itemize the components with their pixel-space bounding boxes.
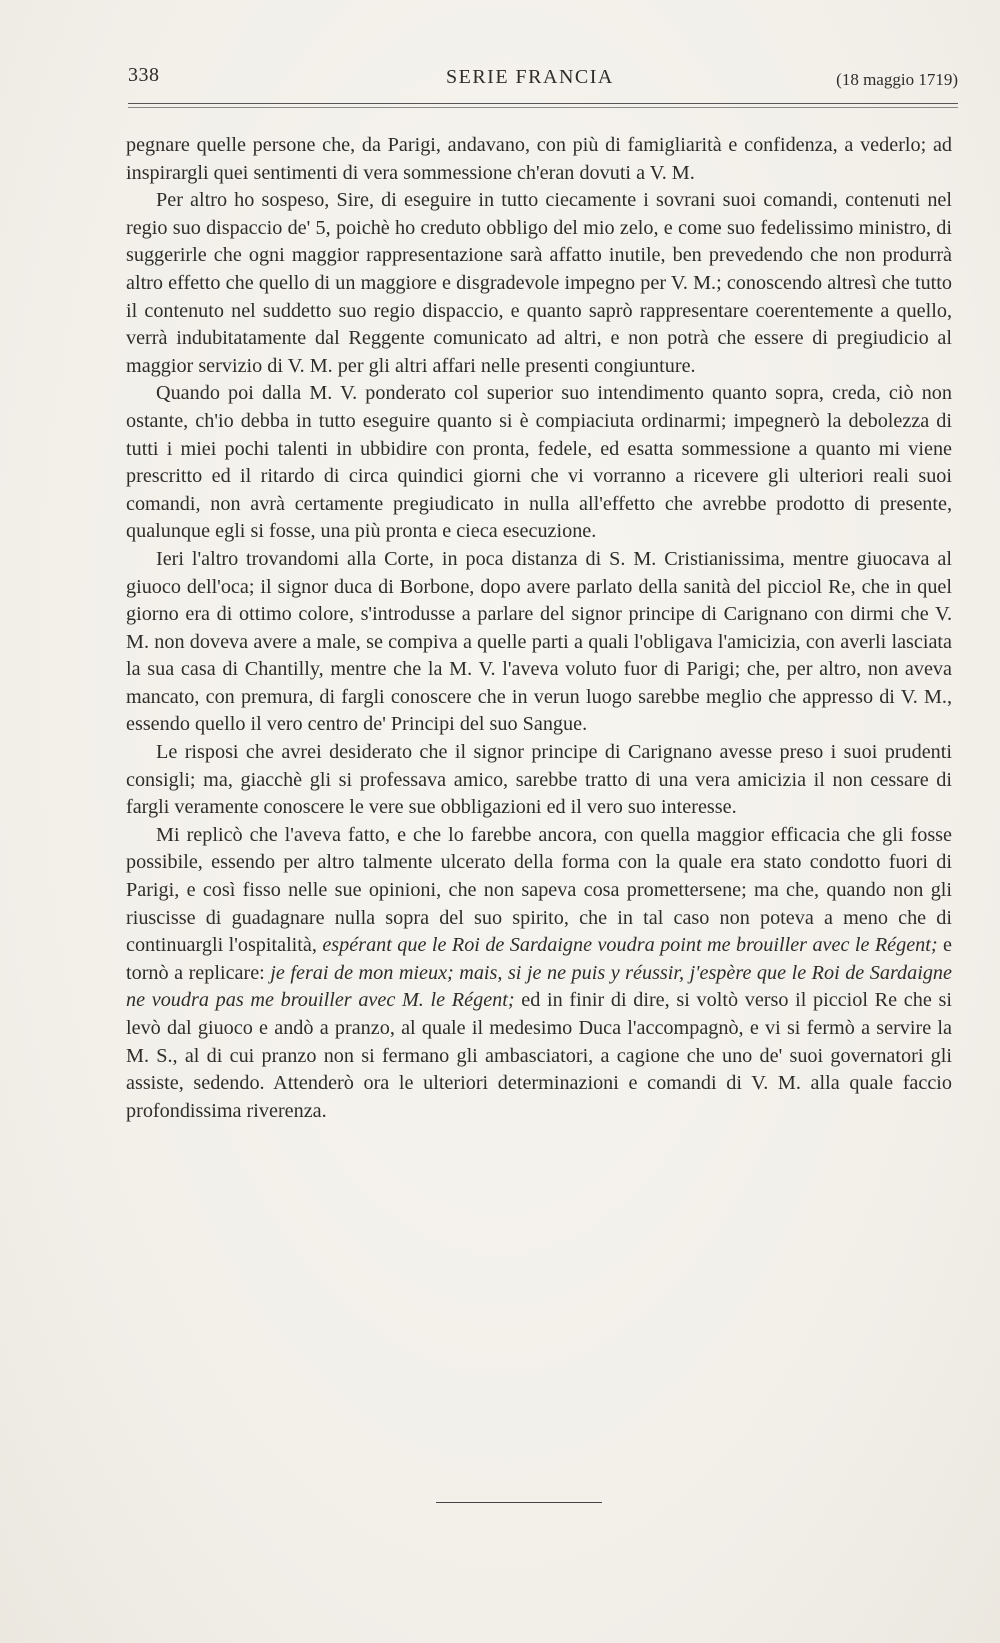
paragraph: Le risposi che avrei desiderato che il signor principe di Carignano avesse preso i suoi prudenti consigli; ma, giacchè gli si professava amico, sarebbe tratto di una vera amicizia il non cessare di fargli veramente conoscere le vere sue obbligazioni ed il vero suo interesse.	[126, 741, 952, 819]
paragraph: Quando poi dalla M. V. ponderato col superior suo intendimento quanto sopra, creda, ciò non ostante, ch'io debba in tutto eseguire quanto si è compiaciuta ordinarmi; impegnerò la debolezza di tutti i miei pochi talenti in ubbidire con pronta, fedele, ed esatta sommessione a quanto mi viene prescritto ed il ritardo di circa quindici giorni che vi vorranno a ricevere gli ulteriori reali suoi comandi, non avrà certamente pregiudicato in nulla all'effetto che avrebbe prodotto di presente, qualunque egli si fosse, una più pronta e cieca esecuzione.	[126, 382, 952, 543]
paragraph-text: e tornò a replicare:	[126, 934, 952, 984]
page-number: 338	[128, 64, 160, 86]
paragraph	[126, 822, 952, 1126]
paragraph: Per altro ho sospeso, Sire, di eseguire in tutto ciecamente i sovrani suoi comandi, contenuti nel regio suo dispaccio de' 5, poichè ho creduto obbligo del mio zelo, e come suo fedelissimo ministro, di suggerirle che ogni maggior rappresentazione sarà affatto inutile, ben prevedendo che non produrrà altro effetto che quello di un maggiore e disgradevole impegno per V. M.; conoscendo altresì che tutto il contenuto nel suddetto suo regio dispaccio, e quanto saprò rappresentare coerentemente a quello, verrà indubitatamente dal Reggente comunicato ad altri, e non potrà che essere di pregiudicio al maggior servizio di V. M. per gli altri affari nelle presenti congiunture.	[126, 189, 952, 377]
header-rule	[128, 103, 958, 104]
running-title: SERIE FRANCIA	[446, 66, 614, 88]
header-rule-thin	[128, 107, 958, 108]
page-header	[128, 64, 958, 100]
closing-rule	[436, 1502, 602, 1503]
french-quote: espérant que le Roi de Sardaigne voudra point me brouiller avec le Régent;	[322, 934, 938, 957]
paragraph: Ieri l'altro trovandomi alla Corte, in poca distanza di S. M. Cristianissima, mentre giuocava al giuoco dell'oca; il signor duca di Borbone, dopo avere parlato della sanità del picciol Re, che in quel giorno era di ottimo colore, s'introdusse a parlare del signor principe di Carignano con dirmi che V. M. non doveva avere a male, se compiva a quelle parti a quali l'obligava l'amicizia, con averli lasciata la sua casa di Chantilly, mentre che la M. V. l'aveva voluto fuor di Parigi; che, per altro, non aveva mancato, con premura, di fargli conoscere che in verun luogo sarebbe meglio che appresso di V. M., essendo quello il vero centro de' Principi del suo Sangue.	[126, 547, 952, 736]
paragraph-text: ed in finir di dire, si voltò verso il picciol Re che si levò dal giuoco e andò a pranzo, al quale il medesimo Duca l'accompagnò, e vi si fermò a servire la M. S., al di cui pranzo non si fermano gli ambasciatori, a cagione che uno de' suoi governatori gli assiste, sedendo. Attenderò ora le ulteriori determinazioni e comandi di V. M. alla quale faccio profondissima riverenza.	[126, 989, 952, 1122]
paragraph-text: Mi replicò che l'aveva fatto, e che lo farebbe ancora, con quella maggior efficacia che gli fosse possibile, essendo per altro talmente ulcerato della forma con la quale era stato condotto fuori di Parigi, e così fisso nelle sue opinioni, che non sapeva cosa promettersene; ma che, quando non gli riuscisse di guadagnare nulla sopra del suo spirito, che in tal caso non poteva a meno che di continuargli l'ospitalità,	[126, 823, 952, 957]
french-quote: je ferai de mon mieux; mais, si je ne puis y réussir, j'espère que le Roi de Sardaigne ne voudra pas me brouiller avec M. le Régent;	[126, 961, 952, 1012]
paragraph: pegnare quelle persone che, da Parigi, andavano, con più di famigliarità e confidenza, a vederlo; ad inspirargli quei sentimenti di vera sommessione ch'eran dovuti a V. M.	[126, 134, 952, 184]
body-text	[126, 132, 952, 1125]
header-date: (18 maggio 1719)	[836, 70, 958, 89]
